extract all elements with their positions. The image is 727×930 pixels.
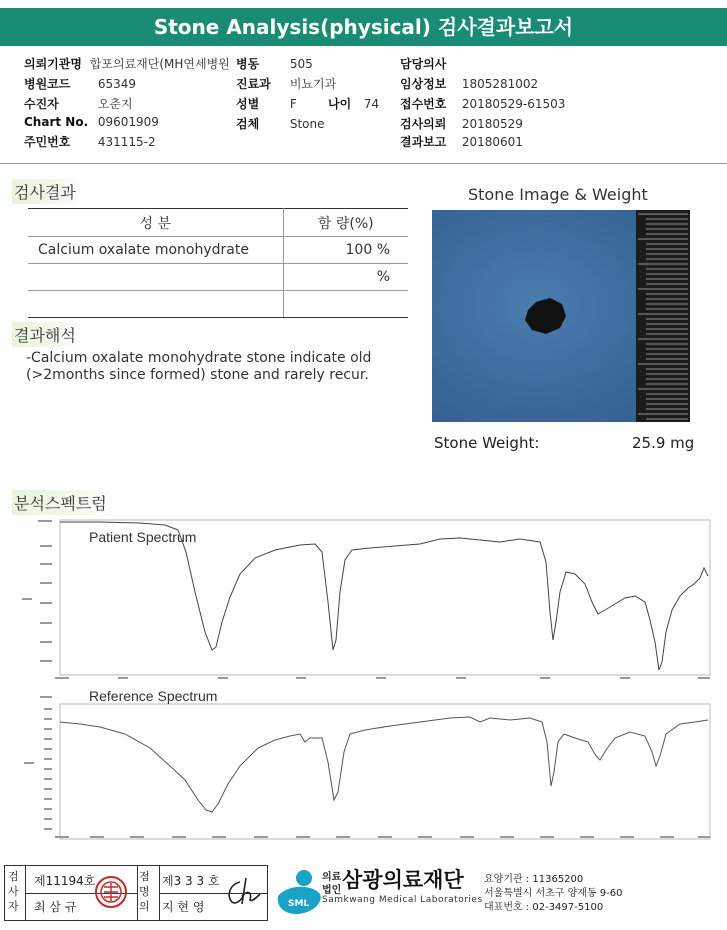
info-value: 74 <box>363 97 380 111</box>
info-sex <box>236 95 297 112</box>
info-value: 20180529 <box>461 117 523 131</box>
info-label: Chart No. <box>24 115 89 129</box>
info-ward <box>236 55 313 72</box>
org-prefix-bottom: 법인 <box>322 885 342 896</box>
table-row <box>28 237 408 264</box>
reference-axis-ticks <box>24 696 710 838</box>
component-cell: Calcium oxalate monohydrate <box>28 237 283 264</box>
report-title: Stone Analysis(physical) 검사결과보고서 <box>0 8 727 46</box>
info-request-date <box>400 115 523 132</box>
info-label: 검사의뢰 <box>400 117 447 131</box>
content-cell: % <box>283 264 408 291</box>
reference-spectrum-line <box>60 717 708 812</box>
examiner-label: 검사자 <box>8 870 19 913</box>
info-clinical <box>400 75 538 92</box>
sml-logo-text: SML <box>288 899 310 909</box>
interpretation-text <box>26 350 371 384</box>
examiner-name: 최 삼 규 <box>34 900 77 914</box>
info-specimen <box>236 115 324 132</box>
info-label: 담당의사 <box>400 57 447 71</box>
reviewer-signature-icon <box>222 874 264 910</box>
patient-spectrum-label: Patient Spectrum <box>89 529 197 545</box>
reviewer-license: 제3 3 3 호 <box>162 874 220 888</box>
col-content-header: 함 량(%) <box>283 209 408 237</box>
spectrum-heading: 분석스펙트럼 <box>12 490 113 515</box>
interpretation-line: (>2months since formed) stone and rarely recur. <box>26 367 369 383</box>
interpretation-line: -Calcium oxalate monohydrate stone indicate old <box>26 350 372 366</box>
info-value: 431115-2 <box>97 135 156 149</box>
info-value: 비뇨기과 <box>289 77 337 91</box>
org-phone: 대표번호 : 02-3497-5100 <box>484 902 604 913</box>
info-value: 합포의료재단(MH연세병원 <box>89 57 230 71</box>
info-report-date <box>400 133 523 150</box>
info-value: 09601909 <box>97 115 159 129</box>
info-value: 65349 <box>97 77 137 91</box>
result-heading: 검사결과 <box>12 179 82 204</box>
info-label: 진료과 <box>236 77 271 91</box>
table-row <box>28 291 408 318</box>
info-label: 주민번호 <box>24 135 71 149</box>
info-value: Stone <box>289 117 325 131</box>
info-label: 의뢰기관명 <box>24 57 82 71</box>
info-department <box>236 75 336 92</box>
org-address: 서울특별시 서초구 양재동 9-60 <box>484 888 623 899</box>
stone-photo <box>432 210 690 422</box>
table-row <box>28 264 408 291</box>
reviewer-label: 점명의 <box>139 870 150 913</box>
info-patient <box>24 95 133 112</box>
stone-photo-graphic <box>432 210 690 422</box>
info-value: 1805281002 <box>461 77 539 91</box>
reference-spectrum-label: Reference Spectrum <box>89 688 218 704</box>
stone-weight-value: 25.9 mg <box>632 434 695 452</box>
info-label: 임상정보 <box>400 77 447 91</box>
component-cell <box>28 291 283 318</box>
interpretation-heading: 결과해석 <box>12 322 82 347</box>
info-label: 수진자 <box>24 97 59 111</box>
stone-image-title: Stone Image & Weight <box>468 185 648 204</box>
info-label: 성별 <box>236 97 260 111</box>
info-label: 병원코드 <box>24 77 71 91</box>
spectrum-plots <box>0 512 727 852</box>
info-chart-no <box>24 115 159 129</box>
stone-weight-label: Stone Weight: <box>434 434 540 452</box>
info-label: 접수번호 <box>400 97 447 111</box>
col-component-header: 성 분 <box>28 209 283 237</box>
composition-table <box>28 208 408 318</box>
info-institution <box>24 55 230 72</box>
info-physician <box>400 55 458 72</box>
info-receipt-no <box>400 95 565 112</box>
info-hospital-code <box>24 75 136 92</box>
examiner-seal-icon <box>94 875 128 909</box>
info-value: 20180529-61503 <box>461 97 566 111</box>
info-label: 병동 <box>236 57 260 71</box>
info-label: 결과보고 <box>400 135 447 149</box>
content-cell: 100 % <box>283 237 408 264</box>
info-value: 20180601 <box>461 135 523 149</box>
table-header-row <box>28 209 408 237</box>
reference-plot-frame <box>60 704 710 839</box>
info-resident-no <box>24 133 156 150</box>
info-age <box>328 95 379 112</box>
info-label: 나이 <box>328 97 352 111</box>
header-divider <box>0 163 727 164</box>
examiner-license: 제11194호 <box>34 874 96 888</box>
info-value: F <box>289 97 297 111</box>
org-code: 요양기관 : 11365200 <box>484 874 584 885</box>
reviewer-name: 지 현 영 <box>162 900 205 914</box>
info-value: 505 <box>289 57 313 71</box>
info-value: 오춘지 <box>97 97 133 111</box>
content-cell <box>283 291 408 318</box>
org-name: 삼광의료재단 <box>342 868 464 892</box>
component-cell <box>28 264 283 291</box>
org-prefix-top: 의료 <box>322 872 342 883</box>
info-label: 검체 <box>236 117 260 131</box>
org-english-name: Samkwang Medical Laboratories <box>322 895 483 905</box>
